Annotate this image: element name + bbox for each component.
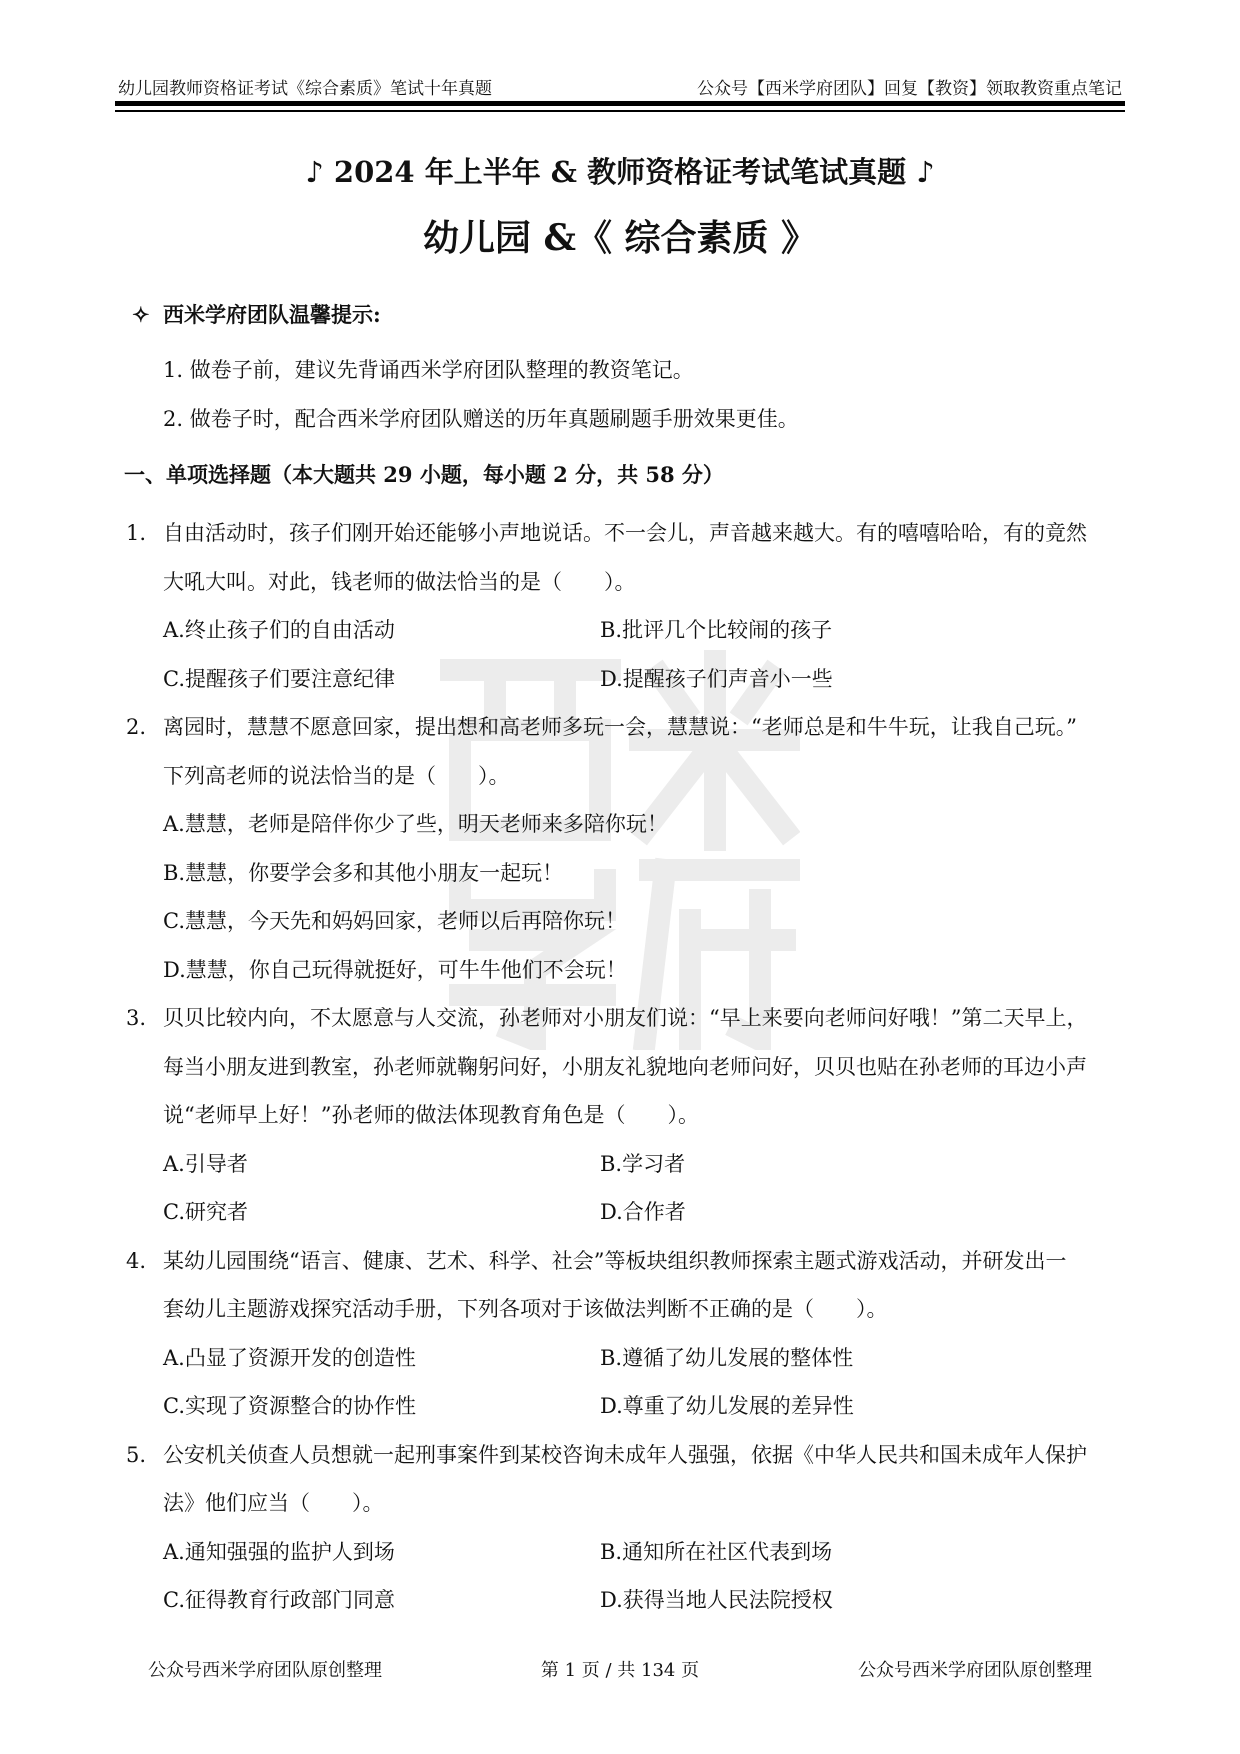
question-text: 下列高老师的说法恰当的是（ ）。 [163,763,510,788]
watermark-stroke [450,670,610,830]
subject-title: 幼儿园 &《 综合素质 》 [422,217,818,259]
answer-option: C.实现了资源整合的协作性 [163,1394,416,1418]
answer-option: B.慧慧，你要学会多和其他小朋友一起玩！ [163,860,564,885]
question-number: 4. [126,1248,147,1273]
answer-option: A.终止孩子们的自由活动 [163,618,395,642]
answer-option: B.通知所在社区代表到场 [600,1539,833,1564]
answer-option: A.引导者 [163,1151,248,1176]
question-number: 5. [126,1442,147,1467]
footer-left: 公众号西米学府团队原创整理 [148,1660,382,1681]
answer-option: C.研究者 [163,1200,248,1224]
section-heading: 一、单项选择题（本大题共 29 小题，每小题 2 分，共 58 分） [124,462,724,487]
watermark-logo [440,650,800,1050]
header-rule [115,101,1125,106]
header-rule-thin [115,110,1125,112]
exam-title: ♪ 2024 年上半年 & 教师资格证考试笔试真题 ♪ [305,155,935,189]
page-number: 第 1 页 / 共 134 页 [540,1660,700,1681]
answer-option: A.凸显了资源开发的创造性 [163,1345,416,1370]
answer-option: C.征得教育行政部门同意 [163,1588,395,1612]
question-text: 某幼儿园围绕“语言、健康、艺术、科学、社会”等板块组织教师探索主题式游戏活动，并研发出一 [163,1248,1067,1273]
question-text: 每当小朋友进到教室，孙老师就鞠躬问好，小朋友礼貌地向老师问好，贝贝也贴在孙老师的耳边小声 [163,1054,1087,1079]
answer-option: A.通知强强的监护人到场 [163,1539,395,1564]
question-number: 1. [126,521,147,545]
question-text: 套幼儿主题游戏探究活动手册，下列各项对于该做法判断不正确的是（ ）。 [163,1297,888,1321]
question-text: 说“老师早上好！”孙老师的做法体现教育角色是（ ）。 [163,1103,699,1127]
tip-icon: ✧ [132,302,150,327]
answer-option: B.学习者 [600,1151,686,1176]
question-number: 2. [126,715,147,739]
answer-option: C.提醒孩子们要注意纪律 [163,666,395,691]
answer-option: C.慧慧，今天先和妈妈回家，老师以后再陪你玩！ [163,909,626,933]
answer-option: D.获得当地人民法院授权 [600,1588,833,1612]
question-number: 3. [126,1006,147,1030]
answer-option: D.合作者 [600,1200,686,1224]
question-text: 离园时，慧慧不愿意回家，提出想和高老师多玩一会，慧慧说：“老师总是和牛牛玩，让我自己玩。” [163,715,1077,739]
question-text: 自由活动时，孩子们刚开始还能够小声地说话。不一会儿，声音越来越大。有的嘻嘻哈哈，有的竟然 [163,521,1087,545]
answer-option: D.尊重了幼儿发展的差异性 [600,1394,854,1418]
answer-option: B.批评几个比较闹的孩子 [600,618,833,642]
tips-heading: 西米学府团队温馨提示: [163,302,381,327]
header-left: 幼儿园教师资格证考试《综合素质》笔试十年真题 [118,79,492,99]
answer-option: D.慧慧，你自己玩得就挺好，可牛牛他们不会玩！ [163,957,627,982]
answer-option: B.遵循了幼儿发展的整体性 [600,1345,854,1370]
question-text: 法》他们应当（ ）。 [163,1491,384,1515]
question-text: 公安机关侦查人员想就一起刑事案件到某校咨询未成年人强强，依据《中华人民共和国未成年人保护 [163,1442,1087,1467]
header-right: 公众号【西米学府团队】回复【教资】领取教资重点笔记 [697,79,1122,99]
tip-item: 2. 做卷子时，配合西米学府团队赠送的历年真题刷题手册效果更佳。 [163,407,799,431]
question-text: 大吼大叫。对此，钱老师的做法恰当的是（ ）。 [163,569,636,594]
question-text: 贝贝比较内向，不太愿意与人交流，孙老师对小朋友们说：“早上来要向老师问好哦！”第二天早上， [163,1006,1088,1030]
answer-option: A.慧慧，老师是陪伴你少了些，明天老师来多陪你玩！ [163,812,668,836]
tip-item: 1. 做卷子前，建议先背诵西米学府团队整理的教资笔记。 [163,358,694,382]
footer-right: 公众号西米学府团队原创整理 [858,1660,1092,1681]
answer-option: D.提醒孩子们声音小一些 [600,666,833,691]
